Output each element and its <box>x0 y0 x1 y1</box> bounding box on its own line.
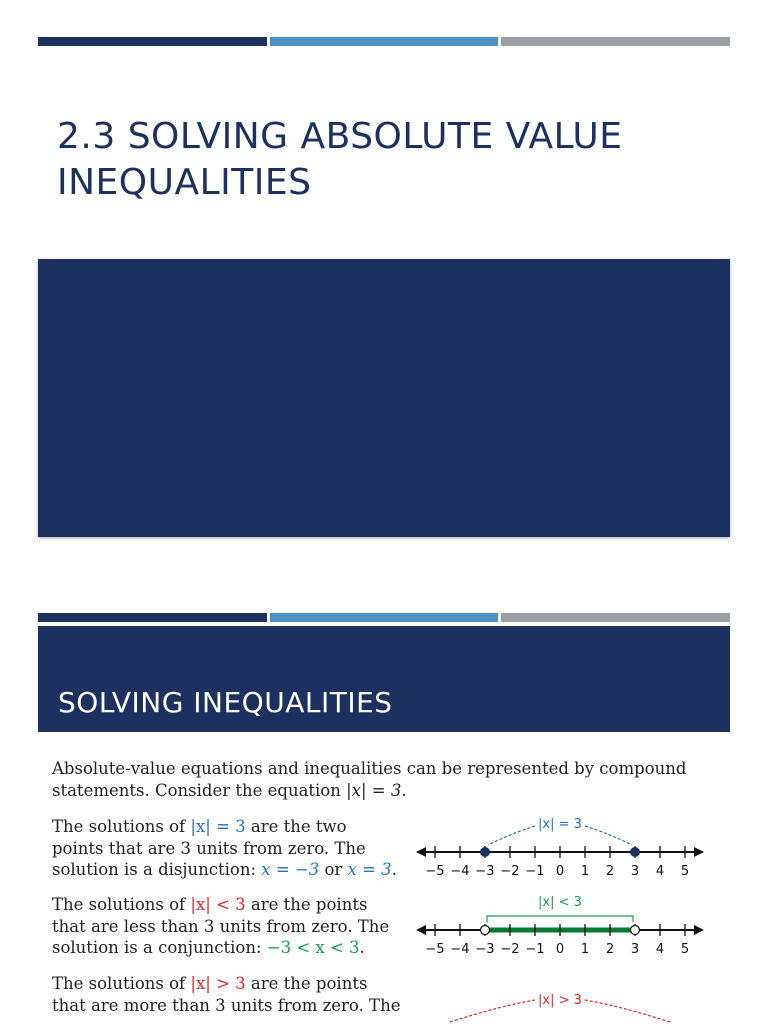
slide2-title-banner <box>38 626 730 732</box>
tick-label: 4 <box>655 864 665 879</box>
nl3-arrow-right <box>585 1000 670 1022</box>
p2-line-2: that are less than 3 units from zero. The <box>52 916 390 936</box>
p1-line-2: points that are 3 units from zero. The <box>52 838 366 858</box>
tick-label: 0 <box>555 864 565 879</box>
slide-title: 2.3 SOLVING ABSOLUTE VALUE INEQUALITIES <box>57 116 623 203</box>
p1-math-neg: x = −3 <box>261 860 320 879</box>
tick-label: −2 <box>500 864 520 879</box>
nl1-point-pos3 <box>630 847 640 857</box>
p1-l3-text: solution is a disjunction: <box>52 860 262 879</box>
tick-label: 5 <box>680 942 690 957</box>
tick-label: 2 <box>605 942 615 957</box>
number-line-equals <box>410 812 710 880</box>
intro-paragraph <box>52 758 732 801</box>
intro-line-1: Absolute-value equations and inequalities can be represented by compound <box>52 759 687 778</box>
p1-line-3 <box>52 859 402 881</box>
tick-label: −5 <box>425 864 445 879</box>
nl2-arrowhead-left <box>416 925 426 935</box>
nl1-point-neg3 <box>480 847 490 857</box>
intro-line-2-text: statements. Consider the equation <box>52 780 347 800</box>
intro-line-2 <box>52 780 732 802</box>
tick-label: 0 <box>555 942 565 957</box>
nl2-open-point-neg3 <box>481 926 490 935</box>
tick-label: 1 <box>580 942 590 957</box>
tick-label: 3 <box>630 942 640 957</box>
p1-math: |x| = 3 <box>190 817 246 836</box>
nl1-arrowhead-left <box>416 847 426 857</box>
p1-period: . <box>391 860 397 879</box>
p3-math: |x| > 3 <box>190 974 246 993</box>
p2-l3-text: solution is a conjunction: <box>52 938 267 957</box>
number-line-less-than <box>410 890 710 958</box>
p3-line-2: that are more than 3 units from zero. The <box>52 995 401 1015</box>
nl1-tick-labels <box>425 864 689 879</box>
tick-label: 3 <box>630 864 640 879</box>
p2-math: |x| < 3 <box>190 895 246 914</box>
top-accent-bar-gray <box>501 37 730 46</box>
tick-label: −2 <box>500 942 520 957</box>
p3-line-1 <box>52 973 402 995</box>
slide2-accent-bar-blue <box>270 613 498 622</box>
nl3-label: |x| > 3 <box>538 993 582 1008</box>
tick-label: −4 <box>450 864 470 879</box>
intro-equation: |x| = 3. <box>346 780 407 800</box>
p2-period: . <box>359 938 365 957</box>
p3-text-b: are the points <box>245 974 368 993</box>
nl2-label: |x| < 3 <box>538 895 582 910</box>
number-line-greater-than <box>410 988 710 1024</box>
tick-label: −1 <box>525 942 545 957</box>
slide2-accent-bar-gray <box>501 613 730 622</box>
tick-label: −5 <box>425 942 445 957</box>
tick-label: 5 <box>680 864 690 879</box>
nl3-arrow-left <box>450 1000 535 1022</box>
paragraph-greater-than <box>52 973 402 1016</box>
slide-content-block <box>38 259 730 537</box>
p2-line-3 <box>52 937 402 959</box>
p1-line-1 <box>52 816 402 838</box>
nl1-label: |x| = 3 <box>538 817 582 832</box>
p3-text: The solutions of <box>52 974 191 993</box>
tick-label: 2 <box>605 864 615 879</box>
p2-conjunction: −3 < x < 3 <box>266 938 360 957</box>
top-accent-bar-blue <box>270 37 498 46</box>
tick-label: −3 <box>475 942 495 957</box>
p1-text: The solutions of <box>52 817 191 836</box>
nl1-arrow-right <box>585 826 632 845</box>
p2-text-b: are the points <box>245 895 368 914</box>
p2-text: The solutions of <box>52 895 191 914</box>
paragraph-equals <box>52 816 402 881</box>
tick-label: 4 <box>655 942 665 957</box>
tick-label: 1 <box>580 864 590 879</box>
nl2-arrowhead-right <box>694 925 704 935</box>
p1-or: or <box>319 860 348 879</box>
slide2-accent-bar-navy <box>38 613 267 622</box>
paragraph-less-than <box>52 894 402 959</box>
tick-label: −4 <box>450 942 470 957</box>
nl2-open-point-pos3 <box>631 926 640 935</box>
nl2-tick-labels <box>425 942 689 957</box>
slide2-title: SOLVING INEQUALITIES <box>58 686 393 719</box>
p1-text-b: are the two <box>245 817 347 836</box>
p2-line-1 <box>52 894 402 916</box>
p1-math-pos: x = 3 <box>347 860 392 879</box>
nl1-arrow-left <box>488 826 535 845</box>
nl1-arrowhead-right <box>694 847 704 857</box>
tick-label: −1 <box>525 864 545 879</box>
tick-label: −3 <box>475 864 495 879</box>
nl2-bracket <box>487 916 633 922</box>
top-accent-bar-navy <box>38 37 267 46</box>
